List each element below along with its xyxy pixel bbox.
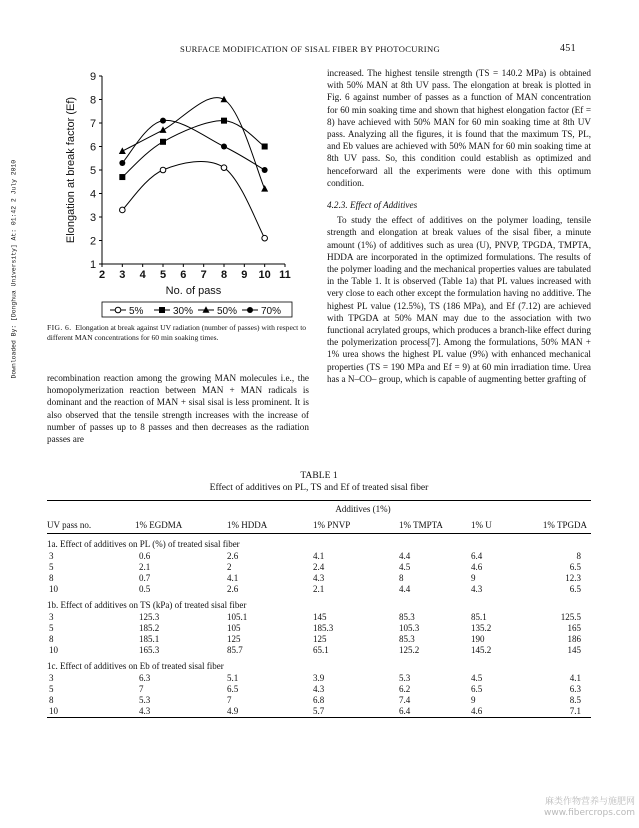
watermark-cn: 麻类作物营养与施肥网 [544,797,635,807]
pass-cell: 8 [49,634,54,644]
legend-marker [159,307,165,313]
column-header: 1% PNVP [313,517,399,534]
table-row [47,706,591,718]
table-row [47,695,591,706]
value-cell: 135.2 [471,623,492,633]
value-cell: 2.6 [227,584,239,594]
value-cell: 145 [567,645,581,655]
table-row [47,673,591,684]
value-cell: 4.5 [471,673,483,683]
legend-label: 70% [261,306,282,317]
value-cell: 5.1 [227,673,239,683]
x-tick-label: 10 [258,269,271,281]
value-cell: 4.3 [471,584,483,594]
value-cell: 2.1 [139,562,151,572]
x-tick-label: 6 [180,269,187,281]
legend-label: 30% [173,306,194,317]
y-axis-label: Elongation at break factor (Ef) [65,96,77,244]
y-tick-label: 2 [89,235,97,248]
table-row [47,584,591,595]
section-title-row [47,660,591,673]
value-cell: 165.3 [139,645,160,655]
additives-table [47,500,591,718]
left-paragraph: recombination reaction among the growing MAN molecules i.e., the homopolymerization reaction between MAN + MAN radicals is dominant and the reaction of MAN + sisal sisal is less prominent. It is also observed that the tensile strength increases with the increase of number of passes up to 8 passes and then decreases as the radiation passes are [47,373,309,445]
data-point-5% [221,165,227,171]
x-tick-label: 7 [200,269,207,281]
figure-caption [47,323,309,343]
site-watermark [540,797,635,819]
value-cell: 8 [399,573,404,583]
value-cell: 0.6 [139,551,151,561]
value-cell: 6.5 [471,684,483,694]
column-header: 1% HDDA [227,517,313,534]
column-header: 1% U [471,517,527,534]
x-tick-label: 8 [220,269,228,281]
table-row [47,645,591,656]
value-cell: 6.5 [569,562,581,572]
value-cell: 125.5 [560,612,581,622]
value-cell: 6.8 [313,695,325,705]
pass-cell: 3 [49,673,54,683]
value-cell: 9 [471,695,476,705]
figure-caption-text: Elongation at break against UV radiation (number of passes) with respect to different MAN concentrations for 60 min soaking times. [47,323,307,342]
table-row [47,684,591,695]
legend-marker [115,307,121,313]
value-cell: 165 [567,623,581,633]
value-cell: 4.6 [471,562,483,572]
download-note: Downloaded By: [Donghua University] At: 01:42 2 July 2010 [10,159,18,379]
value-cell: 145.2 [471,645,492,655]
value-cell: 12.3 [565,573,581,583]
data-point-70% [119,160,125,166]
x-tick-label: 9 [241,269,248,281]
x-tick-label: 11 [279,269,291,281]
y-tick-label: 5 [89,165,97,177]
value-cell: 3.9 [313,673,325,683]
journal-running-title: SURFACE MODIFICATION OF SISAL FIBER BY PHOTOCURING [180,44,440,54]
value-cell: 125.3 [139,612,160,622]
x-tick-label: 5 [159,269,167,281]
data-point-5% [160,167,166,173]
table-section-title: 1a. Effect of additives on PL (%) of treated sisal fiber [47,539,240,549]
pass-cell: 8 [49,573,54,583]
y-tick-label: 6 [89,141,97,154]
additives-span-header: Additives (1%) [135,501,591,518]
x-axis-label: No. of pass [165,285,222,297]
column-header: 1% EGDMA [135,517,227,534]
table-row [47,573,591,584]
value-cell: 85.3 [399,634,415,644]
value-cell: 5.3 [399,673,411,683]
data-point-70% [221,144,227,150]
legend-label: 5% [129,306,144,317]
pass-cell: 5 [49,684,54,694]
section-heading: 4.2.3. Effect of Additives [327,200,418,211]
value-cell: 85.3 [399,612,415,622]
value-cell: 4.4 [399,551,411,561]
data-point-30% [119,174,125,180]
right-paragraph-2: To study the effect of additives on the polymer loading, tensile strength and elongation at break values of the sisal fiber, a minute amount (1%) of additives such as urea (U), PNVP, TPGDA, TMPTA, HDDA are incorporated in the optimized formulations. The results of the polymer loading and the mechanical properties values are tabulated in the Table 1. It is observed (Table 1a) that PL values increased with very close to each other except the formulation having no additive. The highest PL value (12.5%), TS (186 MPa), and Ef (7.12) are achieved with TPGDA at 50% MAN may due to the association with two functional acrylated groups, which produces a branch-like effect during the polymerization process[7]. Among the formulations, 50% MAN + 1% urea shows the highest PL value (9%) with enhanced mechanical properties (TS = 190 MPa and Ef = 9) at 60 min irradiation time. Urea has a N–CO– group, which is capable of augmenting better grafting of [327,215,591,384]
value-cell: 85.1 [471,612,487,622]
page-number: 451 [560,43,576,54]
y-tick-label: 3 [89,212,97,224]
table-column-header-row [47,517,591,534]
value-cell: 2 [227,562,232,572]
table-title-block [47,470,591,494]
watermark-url: www.fibercrops.com [544,808,635,818]
table-label: TABLE 1 [300,470,338,481]
value-cell: 5.7 [313,706,399,718]
data-point-70% [160,118,166,124]
value-cell: 125 [227,634,241,644]
column-header: 1% TPGDA [527,517,591,534]
x-tick-label: 4 [139,269,146,281]
value-cell: 2.1 [313,584,325,594]
figure-caption-label: FIG. 6. [47,323,72,332]
value-cell: 186 [567,634,581,644]
value-cell: 9 [471,573,476,583]
table-row [47,562,591,573]
pass-cell: 5 [49,562,54,572]
value-cell: 8 [576,551,581,561]
value-cell: 4.4 [399,584,411,594]
value-cell: 4.1 [569,673,581,683]
value-cell: 4.1 [227,573,239,583]
value-cell: 125 [313,634,327,644]
value-cell: 105.3 [399,623,420,633]
value-cell: 4.1 [313,551,325,561]
right-column [327,67,591,385]
table-row [47,551,591,562]
legend-marker [247,307,253,313]
table-row [47,634,591,645]
value-cell: 6.4 [471,551,483,561]
value-cell: 125.2 [399,645,420,655]
y-tick-label: 4 [89,188,97,201]
table-title: Effect of additives on PL, TS and Ef of treated sisal fiber [209,482,429,493]
legend-label: 50% [217,306,238,317]
value-cell: 6.2 [399,684,411,694]
figure-6-chart [60,64,312,320]
pass-cell: 3 [49,551,54,561]
table-row [47,623,591,634]
left-column [47,372,309,445]
y-tick-label: 8 [89,94,97,107]
value-cell: 6.4 [399,706,471,718]
x-tick-label: 2 [98,269,106,281]
pass-cell: 8 [49,695,54,705]
value-cell: 7 [227,695,232,705]
value-cell: 6.5 [569,584,581,594]
value-cell: 190 [471,634,485,644]
y-tick-label: 9 [89,71,97,83]
value-cell: 7.1 [527,706,591,718]
value-cell: 2.4 [313,562,325,572]
value-cell: 185.1 [139,634,160,644]
value-cell: 65.1 [313,645,329,655]
x-tick-label: 3 [119,269,126,281]
value-cell: 105 [227,623,241,633]
value-cell: 6.5 [227,684,239,694]
column-header: 1% TMPTA [399,517,471,534]
data-point-30% [262,144,268,150]
data-point-30% [221,118,227,124]
value-cell: 4.5 [399,562,411,572]
data-point-30% [160,139,166,145]
value-cell: 105.1 [227,612,248,622]
data-point-5% [120,207,126,213]
section-title-row [47,538,591,551]
y-tick-label: 7 [89,118,97,130]
pass-cell: 10 [47,706,135,718]
value-cell: 6.3 [569,684,581,694]
y-tick-label: 1 [89,259,97,271]
row-header: UV pass no. [47,517,135,534]
data-point-70% [262,167,268,173]
pass-cell: 10 [49,645,58,655]
pass-cell: 3 [49,612,54,622]
value-cell: 8.5 [569,695,581,705]
value-cell: 85.7 [227,645,243,655]
table-section-title: 1c. Effect of additives on Eb of treated sisal fiber [47,661,224,671]
value-cell: 4.3 [135,706,227,718]
section-title-row [47,599,591,612]
value-cell: 145 [313,612,327,622]
pass-cell: 5 [49,623,54,633]
value-cell: 185.3 [313,623,334,633]
value-cell: 7 [139,684,144,694]
value-cell: 0.7 [139,573,151,583]
value-cell: 6.3 [139,673,151,683]
value-cell: 185.2 [139,623,160,633]
value-cell: 4.3 [313,684,325,694]
pass-cell: 10 [49,584,58,594]
value-cell: 0.5 [139,584,151,594]
table-header-row [47,501,591,518]
right-paragraph-1: increased. The highest tensile strength (TS = 140.2 MPa) is obtained with 50% MAN at 8th UV pass. The elongation at break is plotted in Fig. 6 against number of passes as a function of MAN concentration for 60 min soaking time and shown that highest elongation factor (Ef = 8) have achieved with 50% MAN for 60 min soaking time at 8th UV pass. Analyzing all the figures, it is found that the maximum TS, PL, and Eb values are achieved with 50% MAN for 60 min soaking time at 8th UV pass. So, this condition could establish as optimized and henceforward all the experiments were done with this optimum condition. [327,68,591,188]
value-cell: 4.6 [471,706,527,718]
value-cell: 2.6 [227,551,239,561]
value-cell: 4.3 [313,573,325,583]
table-section-title: 1b. Effect of additives on TS (kPa) of treated sisal fiber [47,600,247,610]
data-point-5% [262,235,268,241]
value-cell: 4.9 [227,706,313,718]
value-cell: 7.4 [399,695,411,705]
table-row [47,612,591,623]
value-cell: 5.3 [139,695,151,705]
